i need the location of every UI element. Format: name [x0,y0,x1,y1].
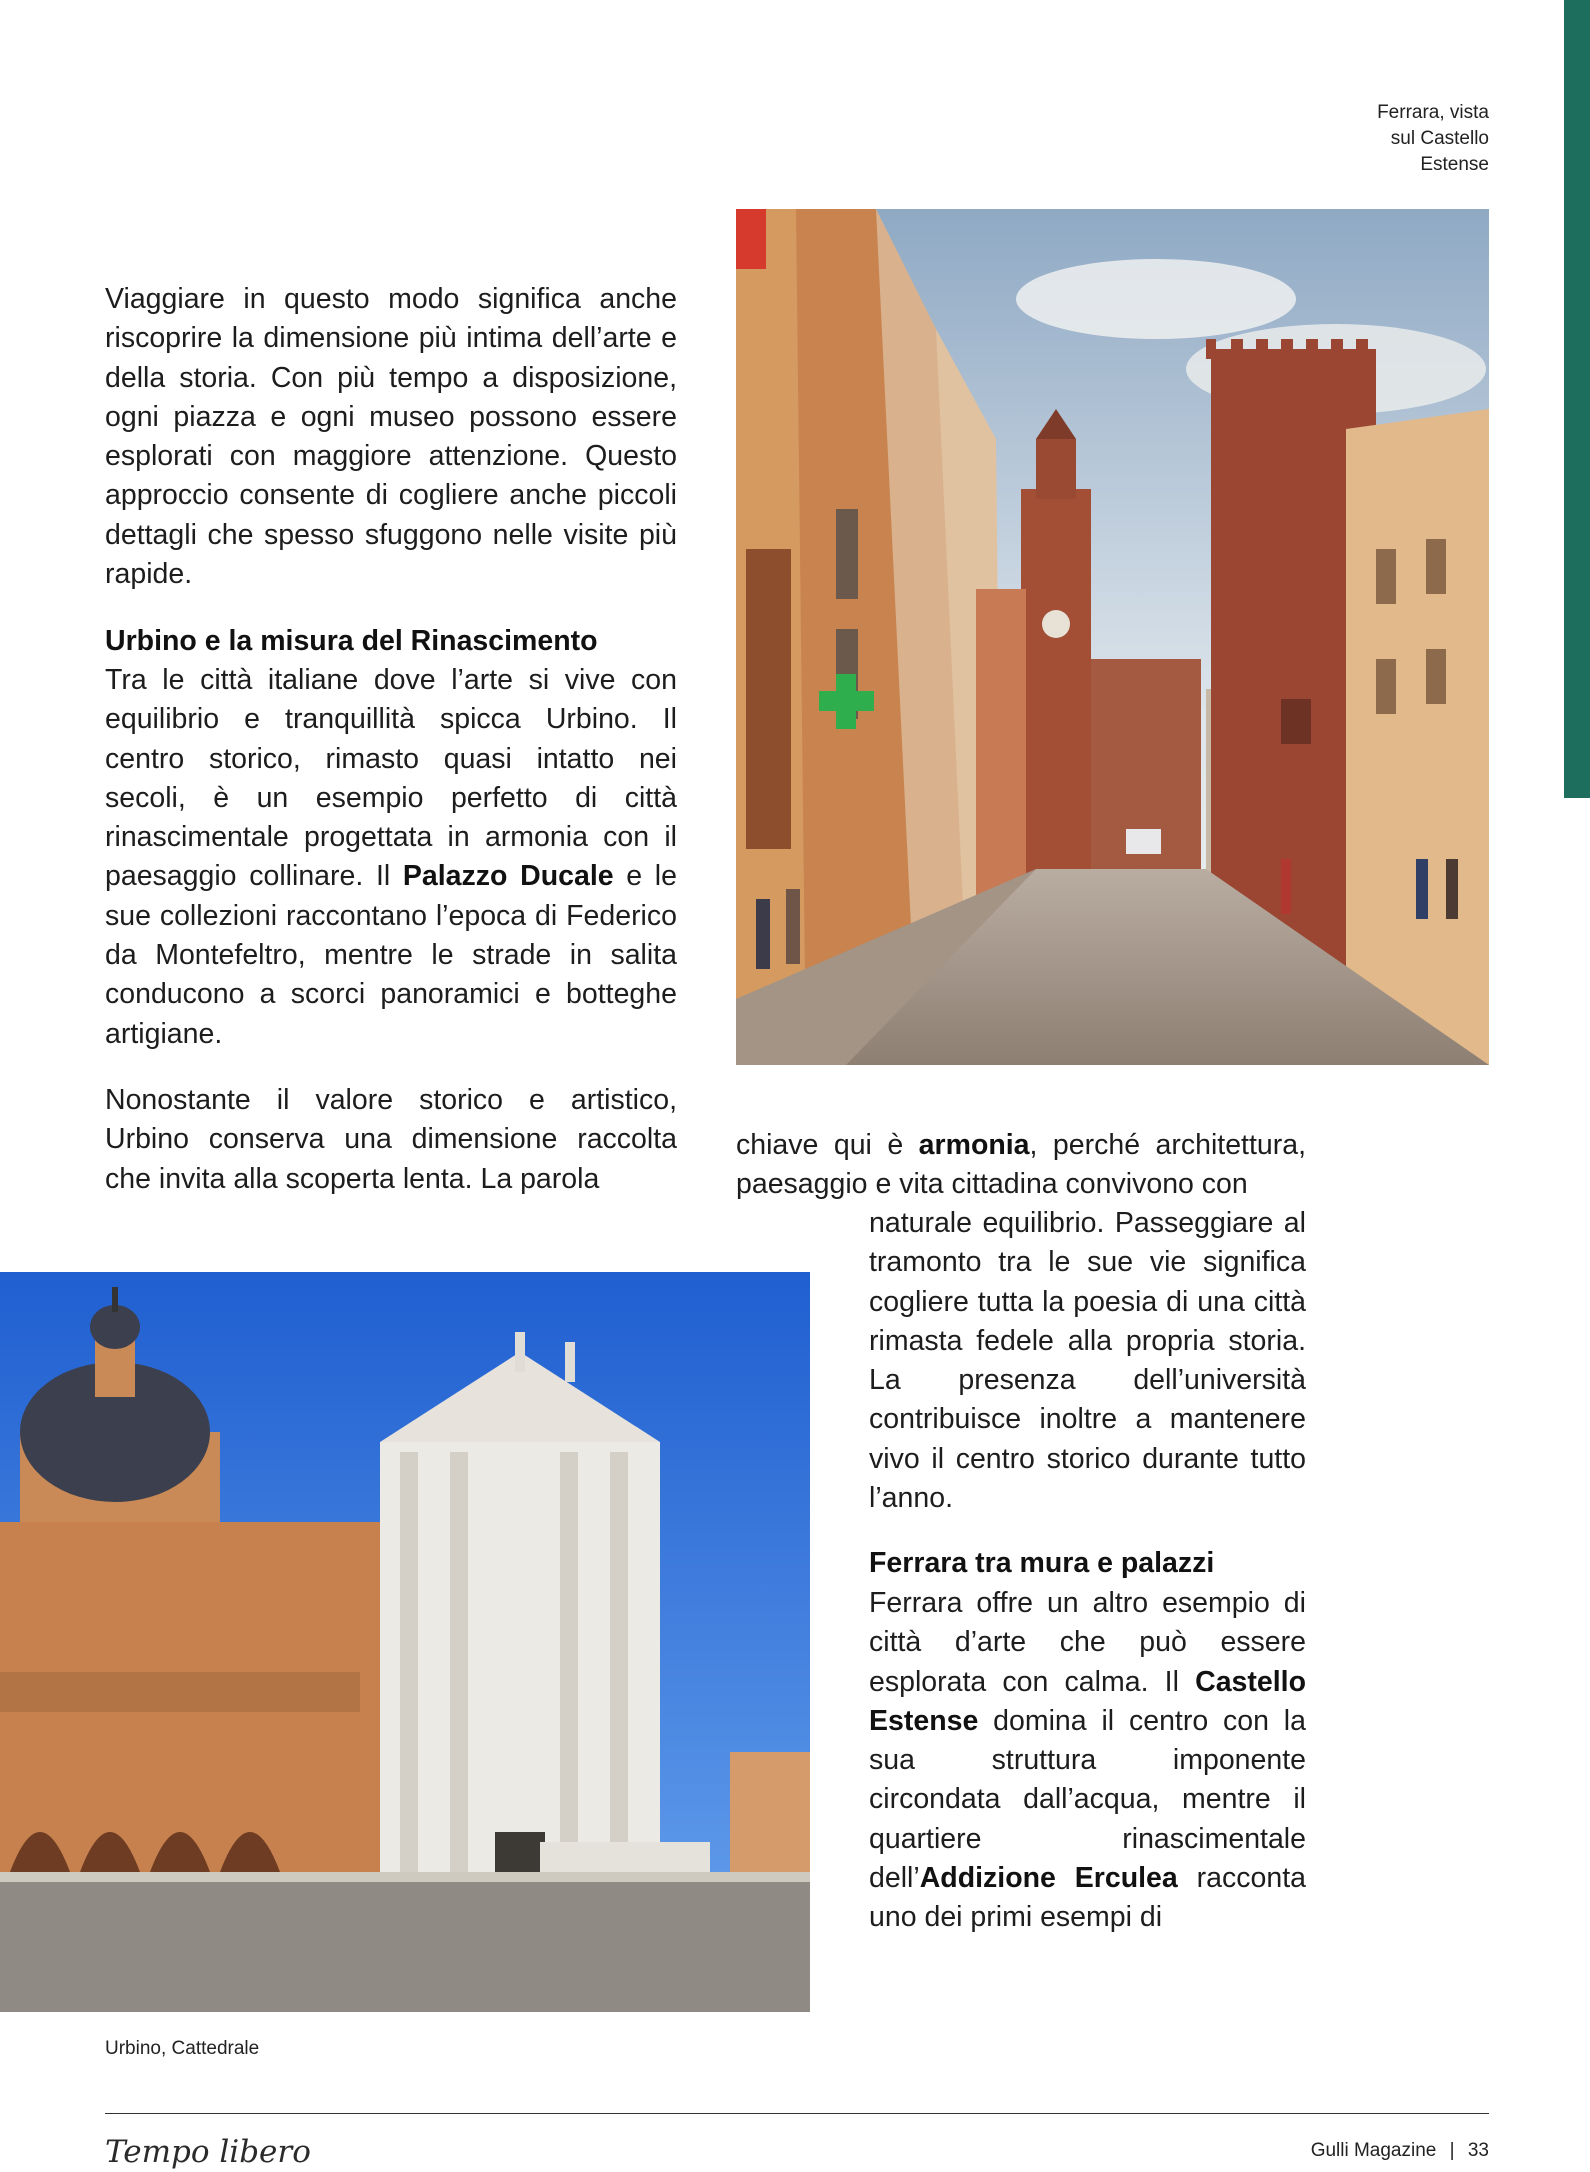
col2-text-b: , perché architettura, paesaggio e vita cittadina convivono con [736,1129,1306,1201]
ferrara-caption-line-3: Estense [1420,154,1489,175]
ferrara-p-text-b: domina il centro con la sua struttura imponente circondata dall’acqua, mentre il quartiere rinascimentale dell’ [869,1704,1306,1895]
section-tab [1564,0,1590,798]
armonia-bold: armonia [918,1129,1030,1161]
urbino-p1-text-a: Tra le città italiane dove l’arte si vive con equilibrio e tranquillità spicca Urbino. Il centro storico, rimasto quasi intatto nei secoli, è un esempio perfetto di città rinascimentale progettata in armonia con il paesaggio collinare. Il [105,664,677,893]
ferrara-caption [1377,100,1489,178]
ferrara-caption-line-2: sul Castello [1390,128,1489,149]
column-2-continuation [736,1126,1306,1205]
footer-section-name: Tempo libero [105,2134,311,2170]
urbino-heading: Urbino e la misura del Rinascimento [105,625,598,657]
palazzo-ducale-bold: Palazzo Ducale [402,860,614,893]
ferrara-caption-line-1: Ferrara, vista [1377,102,1489,123]
footer-page-info [1311,2140,1489,2162]
footer-magazine: Gulli Magazine [1310,2140,1437,2161]
ferrara-p-text-a: Ferrara offre un altro esempio di città d’arte che può essere esplorata con calma. Il [869,1587,1306,1698]
urbino-paragraph-2: Nonostante il valore storico e artistico, Urbino conserva una dimensione raccolta che invita alla scoperta lenta. La parola [105,1084,677,1195]
footer-separator: | [1449,2140,1455,2161]
ferrara-photo [736,209,1489,1065]
intro-paragraph: Viaggiare in questo modo significa anche riscoprire la dimensione più intima dell’arte e della storia. Con più tempo a disposizione, ogni piazza e ogni museo possono essere esplorati con maggiore attenzione. Questo approccio consente di cogliere anche piccoli dettagli che spesso sfuggono nelle visite più rapide. [105,283,677,591]
ferrara-heading: Ferrara tra mura e palazzi [869,1547,1215,1579]
castello-estense-bold: Castello Estense [869,1665,1306,1737]
column-2-paragraph: naturale equilibrio. Passeggiare al tramonto tra le sue vie significa cogliere tutta la poesia di una città rimasta fedele alla propria storia. La presenza dell’università contribuisce inoltre a mantenere vivo il centro storico durante tutto l’anno. [869,1207,1306,1515]
urbino-caption: Urbino, Cattedrale [105,2038,260,2059]
ferrara-p-text-c: racconta uno dei primi esempi di [869,1862,1306,1934]
urbino-photo [0,1272,810,2012]
footer-page-number: 33 [1467,2140,1489,2161]
urbino-paragraph-1 [105,661,677,1054]
addizione-erculea-bold: Addizione Erculea [919,1862,1178,1895]
footer-rule [105,2113,1489,2114]
urbino-p1-text-b: e le sue collezioni raccontano l’epoca di Federico da Montefeltro, mentre le strade in salita conducono a scorci panoramici e botteghe artigiane. [105,860,677,1050]
ferrara-paragraph [869,1584,1306,1938]
col2-text-a: chiave qui è [736,1129,919,1161]
